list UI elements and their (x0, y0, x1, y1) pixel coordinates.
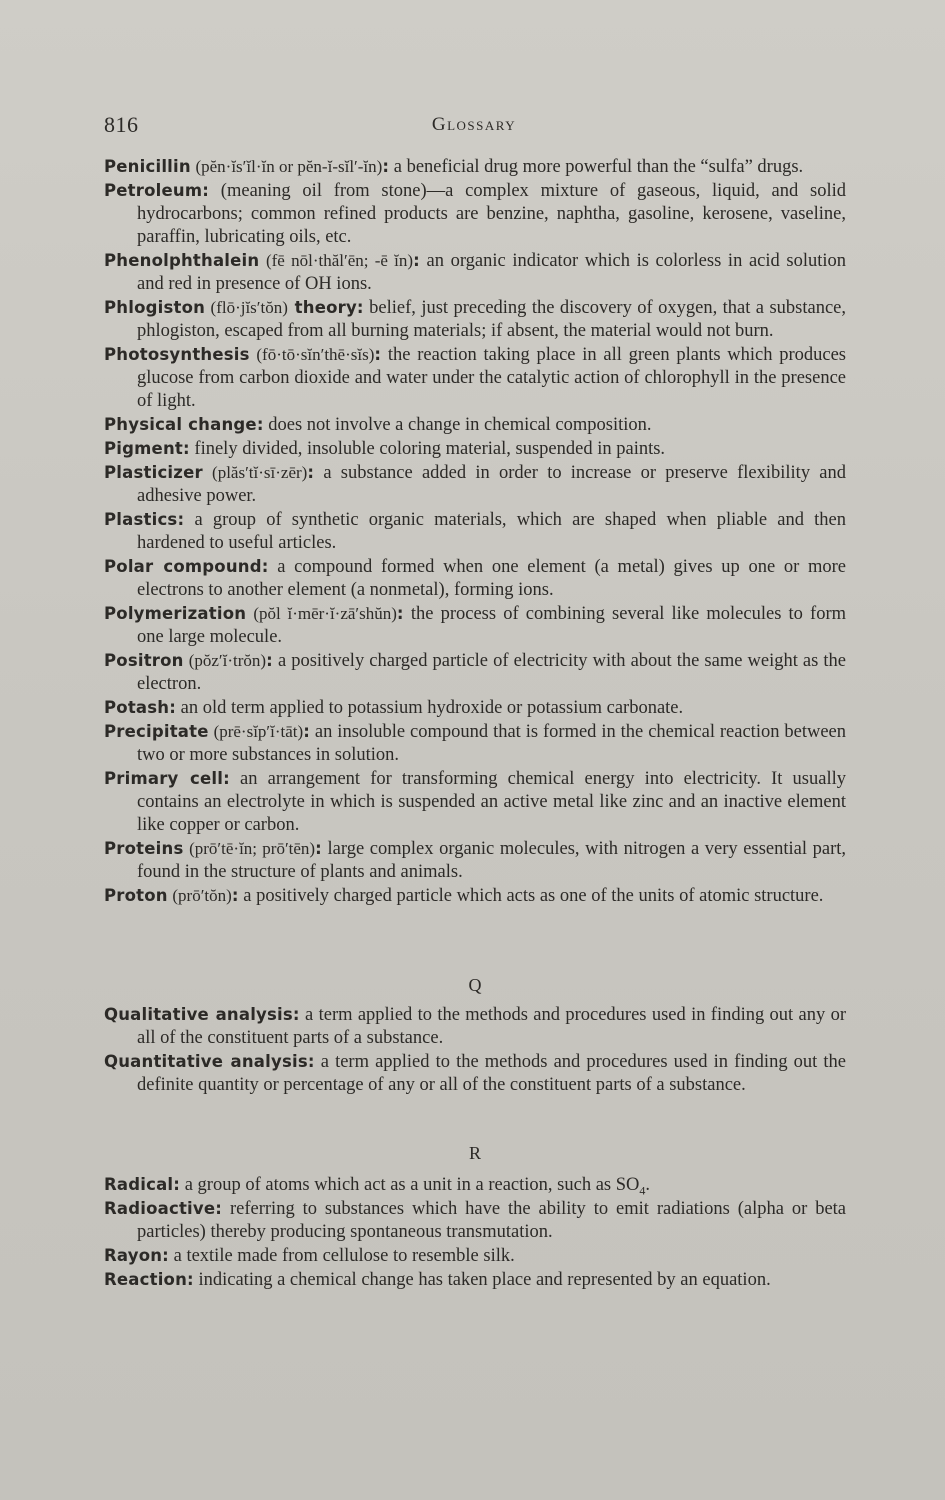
running-title: Glossary (431, 114, 517, 135)
glossary-entry (104, 837, 846, 884)
entry-term: Primary cell (104, 769, 224, 788)
entry-term: Polar compound (104, 557, 262, 576)
glossary-entry (104, 555, 846, 602)
entry-definition: the reaction taking place in all green plants which produces glucose from carbon dioxide and water under the catalytic action of chlorophyll in the presence of light. (137, 345, 847, 411)
entry-term: Reaction (104, 1270, 188, 1289)
entry-definition: an old term applied to potassium hydroxide or potassium carbonate. (176, 698, 684, 718)
glossary-entry (104, 1050, 846, 1097)
entry-term: Positron (104, 651, 184, 670)
entry-definition: a term applied to the methods and procedures used in finding out any or all of the constituent parts of a substance. (137, 1005, 846, 1048)
entry-separator: : (382, 157, 390, 176)
entry-separator: : (177, 510, 185, 529)
entry-definition: the process of combining several like molecules to form one large molecule. (137, 604, 847, 647)
glossary-entry (104, 649, 846, 696)
entry-separator: : (413, 251, 420, 270)
entry-separator: : (307, 463, 315, 482)
entry-definition: a compound formed when one element (a metal) gives up one or more electrons to another element (a nonmetal), forming ions. (137, 557, 846, 600)
entry-separator: : (187, 1270, 194, 1289)
entry-pronunciation: (prō′tē·ĭn; prō′tēn) (189, 839, 316, 858)
entry-definition: a substance added in order to increase or preserve flexibility and adhesive power. (137, 463, 846, 506)
glossary-section-r (104, 1173, 846, 1292)
entry-definition: a group of atoms which act as a unit in a reaction, such as SO (180, 1175, 640, 1195)
glossary-entry (104, 696, 846, 720)
glossary-entry (104, 296, 846, 343)
glossary-entry (104, 767, 846, 837)
entry-term: Potash (104, 698, 170, 717)
entry-definition: referring to substances which have the ability to emit radiations (alpha or beta particles) thereby producing spontaneous transmutation. (137, 1199, 846, 1242)
entry-pronunciation: (fō·tō·sĭn′thē·sĭs) (256, 345, 375, 364)
entry-term: Polymerization (104, 604, 247, 623)
entry-separator: : (396, 604, 404, 623)
entry-term: Photosynthesis (104, 345, 250, 364)
entry-term: Proton (104, 886, 168, 905)
glossary-entry (104, 1244, 846, 1268)
entry-pronunciation: (plăs′tĭ·sī·zēr) (212, 463, 308, 482)
entry-separator: : (202, 181, 210, 200)
entry-separator: : (266, 651, 273, 670)
entry-pronunciation: (flō·jĭs′tŏn) (210, 298, 288, 317)
entry-separator: : (292, 1005, 300, 1024)
entry-term: Plastics (104, 510, 178, 529)
entry-separator: : (256, 415, 264, 434)
entry-definition: a positively charged particle of electricity with about the same weight as the electron. (137, 651, 847, 694)
entry-definition: a beneficial drug more powerful than the “sulfa” drugs. (389, 157, 804, 177)
entry-pronunciation: (prē·sĭp′ĭ·tāt) (213, 722, 304, 741)
entry-term: Precipitate (104, 722, 209, 741)
glossary-entry (104, 1003, 846, 1050)
glossary-entry (104, 1197, 846, 1244)
entry-definition: a term applied to the methods and procedures used in finding out the definite quantity or percentage of any or all of the constituent parts of a substance. (137, 1052, 846, 1095)
entry-term: Qualitative analysis (104, 1005, 293, 1024)
entry-separator: : (173, 1175, 181, 1194)
entry-term: Plasticizer (104, 463, 203, 482)
entry-definition: an organic indicator which is colorless in acid solution and red in presence of OH ions. (137, 251, 846, 294)
entry-definition: indicating a chemical change has taken place and represented by an equation. (193, 1270, 771, 1290)
glossary-entry (104, 1268, 846, 1292)
entry-pronunciation: (fē nōl·thăl′ēn; -ē ĭn) (265, 251, 414, 270)
entry-term: Proteins (104, 839, 184, 858)
entry-term: Phlogiston (104, 298, 206, 317)
entry-definition: a group of synthetic organic materials, which are shaped when pliable and then hardened to useful articles. (137, 510, 846, 553)
entry-separator: : (231, 886, 239, 905)
entry-definition: (meaning oil from stone)—a complex mixture of gaseous, liquid, and solid hydrocarbons; common refined products are benzine, naphtha, gasoline, kerosene, vaseline, paraffin, lubricating oils, etc. (137, 181, 846, 247)
entry-definition: finely divided, insoluble coloring material, suspended in paints. (189, 439, 666, 459)
entry-term: Radical (104, 1175, 174, 1194)
entry-separator: theory: (287, 298, 364, 317)
entry-subscript: 4 (639, 1183, 646, 1198)
entry-definition-tail: . (645, 1175, 651, 1195)
page-number: 816 (104, 112, 139, 137)
entry-term: Pigment (104, 439, 183, 458)
entry-separator: : (169, 698, 177, 717)
glossary-entry (104, 343, 846, 413)
glossary-entry (104, 179, 846, 249)
entry-pronunciation: (pŏl ĭ·mēr·ĭ·zā′shŭn) (253, 604, 397, 623)
glossary-entry (104, 884, 846, 908)
glossary-entry (104, 413, 846, 437)
page-header (104, 112, 844, 142)
entry-term: Phenolphthalein (104, 251, 260, 270)
entry-term: Petroleum (104, 181, 203, 200)
glossary-entry (104, 437, 846, 461)
entry-separator: : (261, 557, 269, 576)
entry-definition: large complex organic molecules, with nitrogen a very essential part, found in the structure of plants and animals. (137, 839, 847, 882)
entry-separator: : (374, 345, 382, 364)
glossary-entry (104, 249, 846, 296)
entry-definition: a textile made from cellulose to resemble silk. (168, 1246, 515, 1266)
entry-pronunciation: (pĕn·ĭs′ĭl·ĭn or pĕn-ĭ-sĭl′-ĭn) (195, 157, 383, 176)
glossary-entry (104, 461, 846, 508)
glossary-entry (104, 602, 846, 649)
entry-definition: belief, just preceding the discovery of oxygen, that a substance, phlogiston, escaped from all burning materials; if absent, the material would not burn. (137, 298, 847, 341)
entry-term: Rayon (104, 1246, 163, 1265)
glossary-entry (104, 1173, 846, 1197)
entry-term: Radioactive (104, 1199, 216, 1218)
entry-separator: : (315, 839, 322, 858)
entry-separator: : (162, 1246, 169, 1265)
glossary-section-q (104, 1003, 846, 1097)
entry-definition: a positively charged particle which acts as one of the units of atomic structure. (238, 886, 824, 906)
entry-definition: an insoluble compound that is formed in the chemical reaction between two or more substances in solution. (137, 722, 847, 765)
section-heading-r: R (468, 1143, 481, 1163)
entry-separator: : (223, 769, 230, 788)
entry-pronunciation: (prō′tŏn) (172, 886, 232, 905)
entry-definition: does not involve a change in chemical composition. (263, 415, 652, 435)
glossary-entry (104, 508, 846, 555)
entry-separator: : (307, 1052, 315, 1071)
entry-term: Penicillin (104, 157, 191, 176)
entry-separator: : (215, 1199, 223, 1218)
entry-separator: : (303, 722, 310, 741)
entry-term: Quantitative analysis (104, 1052, 308, 1071)
entry-pronunciation: (pŏz′ĭ·trŏn) (188, 651, 267, 670)
glossary-entry (104, 720, 846, 767)
entry-definition: an arrangement for transforming chemical energy into electricity. It usually contains an electrolyte in which is suspended an active metal like zinc and an inactive element like copper or carbon. (137, 769, 846, 835)
entry-separator: : (182, 439, 190, 458)
glossary-section-p (104, 155, 846, 908)
glossary-entry (104, 155, 846, 179)
entry-term: Physical change (104, 415, 257, 434)
section-heading-q: Q (468, 975, 482, 995)
